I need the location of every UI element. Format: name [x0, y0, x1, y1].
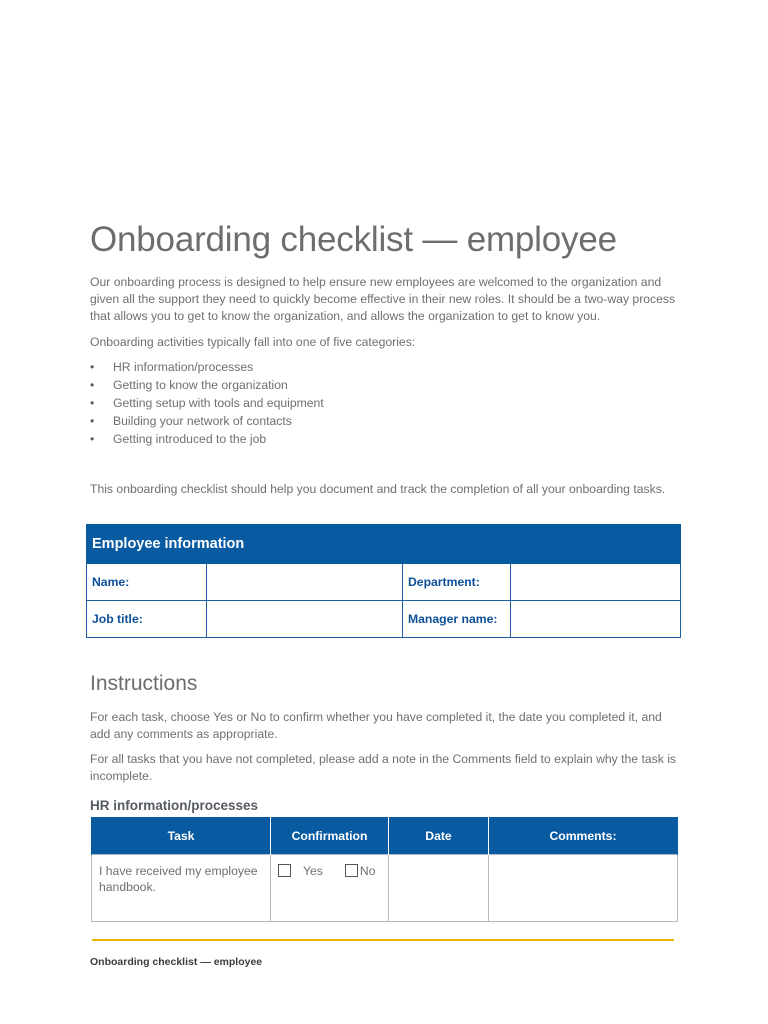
categories-list: [90, 358, 324, 448]
manager-name-field[interactable]: [511, 601, 681, 638]
manager-name-label: Manager name:: [403, 601, 511, 638]
instructions-paragraph-2: For all tasks that you have not completed, please add a note in the Comments field to explain why the task is incomplete.: [90, 752, 676, 783]
column-header-task: Task: [92, 817, 271, 855]
intro-paragraph: Our onboarding process is designed to help ensure new employees are welcomed to the organization and given all the support they need to quickly become effective in their new roles. It should be a two-way process that allows you to get to know the organization, and allows the organization to get to know you.: [90, 275, 676, 323]
hr-task-table: [91, 817, 678, 922]
employee-info-heading: Employee information: [87, 525, 681, 564]
employee-info-table: [86, 524, 681, 638]
list-item: • Getting to know the organization: [90, 376, 324, 394]
hr-section-heading: HR information/processes: [90, 798, 259, 813]
column-header-comments: Comments:: [489, 817, 678, 855]
job-title-field[interactable]: [207, 601, 403, 638]
column-header-confirmation: Confirmation: [271, 817, 389, 855]
no-checkbox[interactable]: [345, 864, 358, 877]
tracking-paragraph: This onboarding checklist should help you document and track the completion of all your onboarding tasks.: [90, 482, 666, 496]
name-field[interactable]: [207, 564, 403, 601]
list-item: • Getting introduced to the job: [90, 430, 324, 448]
no-label: No: [359, 864, 376, 878]
date-field[interactable]: [389, 855, 489, 922]
footer-rule: [92, 939, 674, 941]
yes-label: Yes: [303, 864, 323, 878]
department-label: Department:: [403, 564, 511, 601]
page-title: Onboarding checklist — employee: [90, 220, 617, 259]
instructions-heading: Instructions: [90, 672, 198, 695]
confirmation-cell: [271, 855, 389, 922]
list-item: • Building your network of contacts: [90, 412, 324, 430]
yes-checkbox[interactable]: [278, 864, 291, 877]
department-field[interactable]: [511, 564, 681, 601]
list-item: • Getting setup with tools and equipment: [90, 394, 324, 412]
list-item: • HR information/processes: [90, 358, 324, 376]
categories-intro: Onboarding activities typically fall into one of five categories:: [90, 335, 416, 349]
footer-text: Onboarding checklist — employee: [90, 956, 263, 968]
name-label: Name:: [87, 564, 207, 601]
task-cell: I have received my employee handbook.: [92, 855, 271, 922]
job-title-label: Job title:: [87, 601, 207, 638]
table-row: [92, 855, 678, 922]
column-header-date: Date: [389, 817, 489, 855]
instructions-paragraph-1: For each task, choose Yes or No to confirm whether you have completed it, the date you completed it, and add any comments as appropriate.: [90, 710, 662, 741]
comments-field[interactable]: [489, 855, 678, 922]
